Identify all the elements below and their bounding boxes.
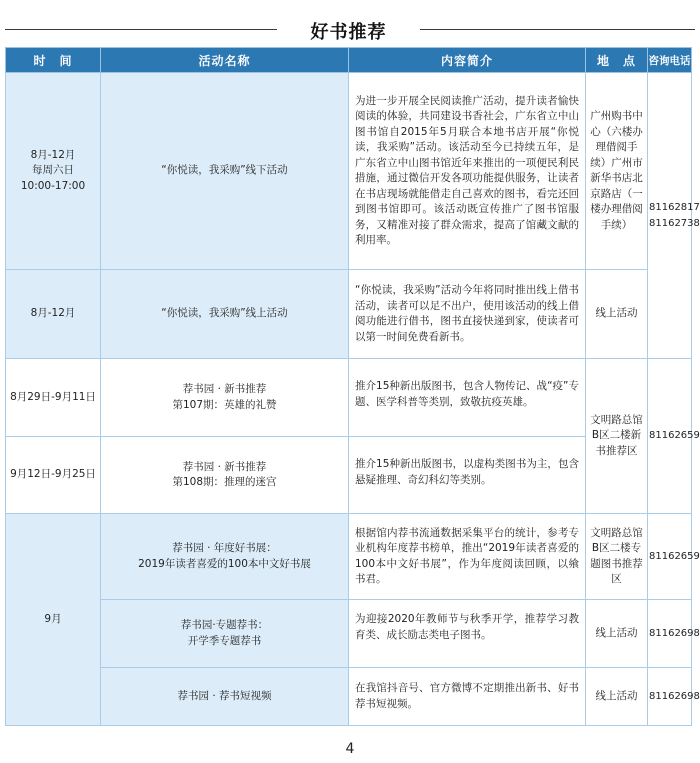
content-cell: 为进一步开展全民阅读推广活动，提升读者愉快阅读的体验，共同建设书香社会，广东省立中山图书馆自2015年5月联合本地书店开展“你悦读，我采购”活动。该活动至今已持续五年，是广东省立中山图书馆近年来推出的一项便民利民措施，通过微信开发各项功能提供服务，让读者在书店现场就能借走自己喜欢的图书，看完还回到图书馆即可。该活动既宣传推广了图书馆服务，又精准对接了群众需求，提高了馆藏文献的利用率。 [349,73,586,270]
phone-number: 81162698 [649,690,700,702]
phone-number: 81162698 [649,627,700,639]
content-cell: 根据馆内荐书流通数据采集平台的统计，参考专业机构年度荐书榜单，推出“2019年读者喜爱的100本中文好书展”，作为年度阅读回顾，以飨书君。 [349,514,586,600]
activity-subtitle: 第108期：推理的迷宫 [172,476,277,488]
activity-subtitle: 2019年读者喜爱的100本中文好书展 [138,557,311,570]
recommendation-table [5,47,700,726]
page-header [0,0,700,45]
location-cell: 线上活动 [586,668,648,726]
time-cell [6,73,101,270]
activity-name: 荐书园 · 新书推荐 [182,460,267,473]
activity-cell [101,668,349,726]
phone-cell [648,359,700,514]
header-rule-left [5,29,277,30]
activity-name: “你悦读，我采购”线下活动 [161,164,288,177]
header-content: 内容简介 [349,48,586,73]
time-cell [6,359,101,437]
time-line: 每周六日 [32,164,74,177]
time-cell [6,437,101,514]
content-cell: 推介15种新出版图书，包含人物传记、战“疫”专题、医学科普等类别，致敬抗疫英雄。 [349,359,586,437]
location-cell: 线上活动 [586,600,648,668]
content-cell: 推介15种新出版图书，以虚构类图书为主，包含悬疑推理、奇幻科幻等类别。 [349,437,586,514]
content-cell: “你悦读，我采购”活动今年将同时推出线上借书活动，读者可以足不出户，使用该活动的线上借阅功能进行借书，图书直接快递到家，使读者可以第一时间免费看新书。 [349,270,586,359]
phone-number: 81162817 [649,202,700,213]
activity-cell [101,270,349,359]
time-line: 8月-12月 [30,148,76,161]
phone-cell [648,514,700,600]
time-cell [6,514,101,726]
location-cell: 广州购书中心（六楼办理借阅手续）广州市新华书店北京路店（一楼办理借阅手续） [586,73,648,270]
activity-name: 荐书园·专题荐书： [180,619,269,631]
page-title: 好书推荐 [310,22,387,43]
activity-name: “你悦读，我采购”线上活动 [161,307,288,320]
phone-cell [648,73,700,359]
location-cell: 文明路总馆B区二楼新书推荐区 [586,359,648,514]
table-row [6,514,692,600]
header-activity: 活动名称 [101,48,349,73]
phone-number: 81162659 [649,550,700,562]
header-time: 时 间 [6,48,101,73]
phone-cell [648,668,700,726]
table-row [6,600,692,668]
header-rule-right [420,29,695,30]
activity-name: 荐书园 · 年度好书展： [172,542,277,554]
time-line: 9月 [44,612,62,625]
phone-cell [648,600,700,668]
table-row [6,270,692,359]
activity-cell [101,437,349,514]
location-cell: 线上活动 [586,270,648,359]
time-line: 10:00-17:00 [20,179,86,192]
time-cell [6,270,101,359]
phone-number: 81162738 [649,217,700,229]
content-cell: 为迎接2020年教师节与秋季开学，推荐学习教育类、成长励志类电子图书。 [349,600,586,668]
header-phone: 咨询电话 [648,48,692,73]
activity-cell [101,514,349,600]
activity-name: 荐书园 · 荐书短视频 [177,689,272,702]
time-line: 8月29日-9月11日 [10,390,96,403]
location-cell: 文明路总馆B区二楼专题图书推荐区 [586,514,648,600]
page-number: 4 [345,741,355,757]
activity-cell [101,359,349,437]
content-cell: 在我馆抖音号、官方微博不定期推出新书、好书荐书短视频。 [349,668,586,726]
table-row [6,668,692,726]
table-header-row [6,48,692,73]
activity-cell [101,600,349,668]
table-row [6,73,692,270]
activity-name: 荐书园 · 新书推荐 [182,383,267,395]
time-line: 8月-12月 [30,307,76,320]
header-location: 地 点 [586,48,648,73]
table-row [6,359,692,437]
activity-subtitle: 第107期：英雄的礼赞 [172,398,277,411]
phone-number: 81162659 [649,430,700,442]
activity-cell [101,73,349,270]
activity-subtitle: 开学季专题荐书 [187,634,262,647]
time-line: 9月12日-9月25日 [10,468,96,481]
